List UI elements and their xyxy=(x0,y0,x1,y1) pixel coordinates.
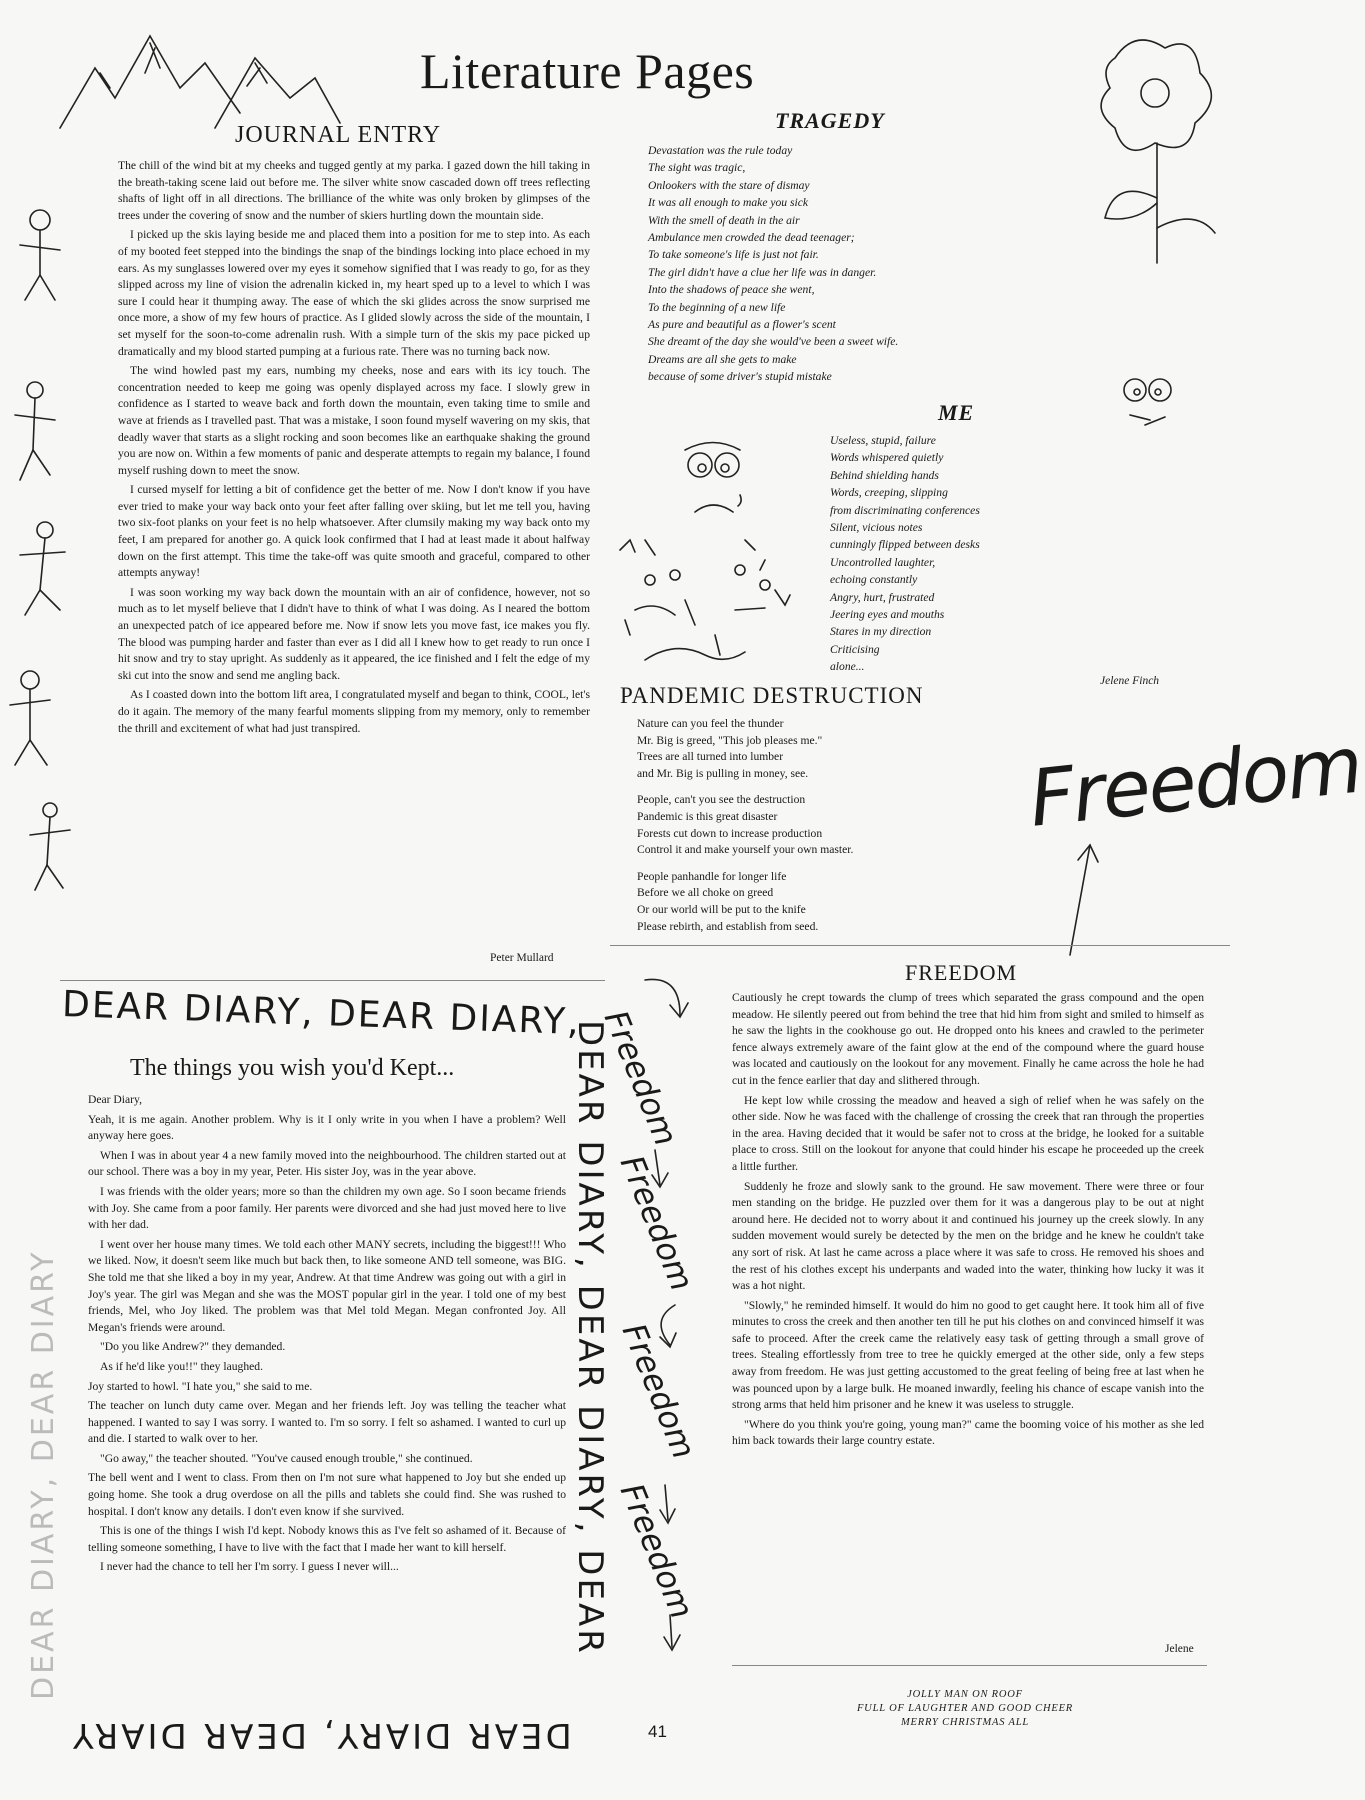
poem-line: because of some driver's stupid mistake xyxy=(648,370,832,384)
stick-figure-doodles-icon xyxy=(5,200,75,900)
freedom-handwritten: Freedom xyxy=(612,1478,702,1624)
freedom-paragraph: He kept low while crossing the meadow and heaved a sigh of relief when he was safely on the other side. Now he was faced with the challenge of crossing the creek that ran through the properties in the area. Having decided that it would be safer not to cross at the bridge, he looked for a suitable place to cross. Still on the lookout for anyone that could hinder his escape he proceeded up the creek a little further. xyxy=(732,1093,1204,1173)
poem-line: Devastation was the rule today xyxy=(648,144,793,157)
tragedy-poem xyxy=(648,142,898,386)
freedom-heading: FREEDOM xyxy=(905,960,1018,985)
footer-line: MERRY CHRISTMAS ALL xyxy=(901,1717,1029,1728)
divider xyxy=(610,945,1230,946)
things-paragraph: Dear Diary, xyxy=(88,1093,142,1106)
page-title: Literature Pages xyxy=(420,43,755,99)
poem-line: Dreams are all she gets to make xyxy=(648,352,797,366)
things-paragraph: "Go away," the teacher shouted. "You've caused enough trouble," she continued. xyxy=(100,1451,473,1465)
me-heading: ME xyxy=(938,400,975,425)
things-paragraph: The teacher on lunch duty came over. Megan and her friends left. Joy was telling the teacher what happened. I wanted to say I was sorry. I wanted to. I'm so sorry. I felt so ashamed. I wanted to curl up and die. I started to walk over to her. xyxy=(88,1399,566,1446)
poem-line: Nature can you feel the thunder xyxy=(637,717,784,730)
poem-line: from discriminating conferences xyxy=(830,503,980,517)
things-paragraph: Joy started to howl. "I hate you," she said to me. xyxy=(88,1379,313,1393)
arrow-up-doodle-icon xyxy=(1050,840,1110,960)
poem-line: alone... xyxy=(830,660,865,674)
poem-line: With the smell of death in the air xyxy=(648,213,800,227)
things-paragraph: I was friends with the older years; more so than the children my own age. So I soon became friends with Joy. She came from a poor family. Her parents were divorced and she had just moved here to live with her dad. xyxy=(88,1184,566,1232)
freedom-paragraph: Suddenly he froze and slowly sank to the ground. He saw movement. There were three or four men standing on the bridge. He puzzled over them for it was a dangerous play to be out at night around here. He decided not to worry about it and continued his journey up the creek slowly. In any sudden movement would surely be detected by the men on the bridge and he knew he couldn't take any sort of risk. At last he came across a place where it was safe to cross. He removed his shoes and the rest of his clothes except his underpants and waded into the water, thinking how lucky it was it was a hot night. xyxy=(732,1179,1204,1293)
journal-paragraph: As I coasted down into the bottom lift area, I congratulated myself and began to think, COOL, let's do it again. The memory of the many fearful moments slipping from my memory, only to remember the thrill and excitement of what had just transpired. xyxy=(118,688,590,735)
eyes-doodle-icon xyxy=(1120,375,1180,435)
poem-line: Onlookers with the stare of dismay xyxy=(648,178,810,192)
poem-line: To the beginning of a new life xyxy=(648,300,786,314)
poem-line: Useless, stupid, failure xyxy=(830,434,936,447)
things-paragraph: I never had the chance to tell her I'm sorry. I guess I never will... xyxy=(100,1560,399,1574)
footer-poem xyxy=(780,1688,1150,1730)
things-paragraph: Yeah, it is me again. Another problem. Why is it I only write in you when I have a problem? Well anyway here goes. xyxy=(88,1112,566,1143)
poem-line: Words, creeping, slipping xyxy=(830,486,948,500)
poem-line: Stares in my direction xyxy=(830,625,932,639)
things-paragraph: "Do you like Andrew?" they demanded. xyxy=(100,1340,286,1354)
poem-line: Mr. Big is greed, "This job pleases me." xyxy=(637,733,823,747)
poem-line: People, can't you see the destruction xyxy=(637,793,806,807)
journal-body xyxy=(118,158,590,740)
freedom-author: Jelene xyxy=(1165,1643,1194,1655)
journal-paragraph: I cursed myself for letting a bit of confidence get the better of me. Now I don't know if you have ever tried to make your way back onto your feet after falling over skiing, but let me tell you, having two six-foot planks on your feet is no help whatsoever. After clumsily making my way back onto my feet, I am prepared for another go. A quick look confirmed that I had at least made it about halfway down on the first attempt. This time the take-off was quite smooth and graceful, compared to other attempts anyway! xyxy=(118,483,590,580)
poem-line: It was all enough to make you sick xyxy=(648,196,809,210)
footer-line: FULL OF LAUGHTER AND GOOD CHEER xyxy=(856,1703,1074,1714)
poem-line: Jeering eyes and mouths xyxy=(830,608,945,622)
sad-faces-doodle-icon xyxy=(615,440,815,670)
freedom-paragraph: "Where do you think you're going, young man?" came the booming voice of his mother as she led him back towards their large country estate. xyxy=(732,1417,1204,1448)
poem-line: Trees are all turned into lumber xyxy=(637,750,784,764)
stanza xyxy=(637,869,853,935)
things-heading: The things you wish you'd Kept... xyxy=(130,1055,455,1081)
freedom-handwritten-large: Freedom xyxy=(1025,720,1365,845)
things-paragraph: When I was in about year 4 a new family moved into the neighbourhood. The children started out at our school. There was a boy in my year, Peter. His sister Joy, was in the year above. xyxy=(88,1148,566,1179)
poem-line: The sight was tragic, xyxy=(648,161,746,175)
me-author: Jelene Finch xyxy=(1100,675,1160,687)
poem-line: The girl didn't have a clue her life was in danger. xyxy=(648,265,877,279)
poem-line: and Mr. Big is pulling in money, see. xyxy=(637,766,809,780)
arrow-down-doodle-icon xyxy=(640,975,730,1655)
freedom-body xyxy=(732,990,1204,1453)
dear-diary-side: DEAR DIARY, DEAR DIARY, DEAR xyxy=(570,1020,610,1656)
poem-line: Criticising xyxy=(830,642,880,656)
journal-paragraph: The chill of the wind bit at my cheeks and tugged gently at my parka. I gazed down the hill taking in the breath-taking scene laid out before me. The silver white snow cascaded down off trees reflecting shafts of light off in all directions. The brilliance of the white was only broken by glimpses of the trees under the covering of snow and the number of skiers hurtling down the mountain side. xyxy=(118,159,590,222)
poem-line: Ambulance men crowded the dead teenager; xyxy=(648,231,855,245)
journal-paragraph: The wind howled past my ears, numbing my cheeks, nose and ears with its icy touch. The concentration needed to keep me going was openly displayed across my face. I slowly grew in confidence as I started to weave back and forth down the mountain, even taking time to smile and wave at friends as I travelled past. That was a mistake, I soon found myself wavering on my skis, that deadly waver that starts as a slight rocking and soon becomes like an earthquake shaking the ground you are now on. Within a few moments of panic and desperate attempts to regain my balance, I found myself rushing down to meet the snow. xyxy=(118,364,590,477)
things-paragraph: The bell went and I went to class. From then on I'm not sure what happened to Joy but she ended up going home. She took a drug overdose on all the pills and tablets she could find. She was rushed to hospital. I don't know any details. I don't even know if she survived. xyxy=(88,1471,566,1518)
divider xyxy=(732,1665,1207,1666)
tragedy-heading: TRAGEDY xyxy=(775,108,885,133)
poem-line: echoing constantly xyxy=(830,573,918,587)
freedom-handwritten: Freedom xyxy=(596,1005,686,1151)
poem-line: To take someone's life is just not fair. xyxy=(648,248,819,262)
dear-diary-top: DEAR DIARY, DEAR DIARY, xyxy=(61,983,582,1044)
flower-doodle-icon xyxy=(1085,28,1235,278)
dear-diary-bottom: DEAR DIARY, DEAR DIARY xyxy=(70,1715,572,1755)
poem-line: She dreamt of the day she would've been a sweet wife. xyxy=(648,335,899,349)
journal-author: Peter Mullard xyxy=(490,952,554,964)
poem-line: Forests cut down to increase production xyxy=(637,826,823,840)
pandemic-poem xyxy=(637,716,853,945)
stanza xyxy=(637,716,853,782)
freedom-paragraph: Cautiously he crept towards the clump of trees which separated the grass compound and the open meadow. He silently peered out from behind the tree that hid him from sight and smiled to himself as he saw the lights in the cookhouse go out. He dropped onto his knees and crawled to the perimeter fence always extremely aware of the faint glow at the end of the compound where the guard house was located and cautiously on the lookout for any movement. Finally he came across the hole he had cut in the fence earlier that day and slithered through. xyxy=(732,991,1204,1087)
journal-paragraph: I picked up the skis laying beside me and placed them into a position for me to step into. As each of my booted feet stepped into the bindings the snap of the bindings locking into place echoed in my ears. As my sunglasses lowered over my eyes it somehow signified that I was ready to go, for as they slipped across my line of vision the adrenalin kicked in, my heart sped up to a level to which I was sure I could hear it thumping away. The ease of which the ski glides across the snow surprised me once more, a show of my few hours of practice. As I glided slowly across the side of the mountain, I set myself for the soon-to-come adrenalin rush. With a simple turn of the skis my pace picked up dramatically and my blood started pumping at a furious rate. There was no turning back now. xyxy=(118,228,590,358)
poem-line: Behind shielding hands xyxy=(830,468,939,482)
poem-line: Please rebirth, and establish from seed. xyxy=(637,919,819,933)
poem-line: Before we all choke on greed xyxy=(637,886,774,900)
poem-line: Or our world will be put to the knife xyxy=(637,902,806,916)
stanza xyxy=(637,792,853,858)
pandemic-heading: PANDEMIC DESTRUCTION xyxy=(620,683,924,708)
things-paragraph: I went over her house many times. We told each other MANY secrets, including the biggest!!! Who we liked. Now, it doesn't seem like much but back then, to like someone AND tell someone, was BIG. She told me that she liked a boy in my year, Andrew. At that time Andrew was going out with a girl in Joy's year. The girl was Megan and she was the MOST popular girl in the year. I told one of my best friends, Mel, who Joy liked. The problem was that Mel told Megan. Megan confronted Joy. All Megan's friends were around. xyxy=(88,1237,566,1334)
journal-paragraph: I was soon working my way back down the mountain with an air of confidence, however, not so much as to let myself believe that I didn't have to think of what I was doing. As I neared the bottom an unexpected patch of ice appeared before me. Now if snow lets you move fast, ice makes you fly. The blood was pumping harder and faster than ever as I did all I knew how to get ready to run once I hit snow and try to stay upright. As suddenly as it appeared, the ice finished and I felt the edge of my ski cut into the snow and send me angling back. xyxy=(118,585,590,682)
things-body xyxy=(88,1092,566,1579)
things-paragraph: As if he'd like you!!" they laughed. xyxy=(100,1359,263,1373)
poem-line: Into the shadows of peace she went, xyxy=(648,283,815,297)
freedom-handwritten: Freedom xyxy=(614,1318,704,1464)
poem-line: Control it and make yourself your own master. xyxy=(637,843,854,857)
poem-line: Angry, hurt, frustrated xyxy=(830,590,935,604)
poem-line: Words whispered quietly xyxy=(830,451,944,465)
freedom-paragraph: "Slowly," he reminded himself. It would do him no good to get caught here. It took him all of five minutes to cross the creek and then another ten till he put his clothes on and convinced himself it was safe to proceed. After the creek came the relatively easy task of getting through a small grove of trees. Stealing effortlessly from tree to tree he quickly emerged at the other side, only a few steps away from freedom. He was just getting accustomed to the great feeling of being free at last when he was pounced upon by a large bulk. He moaned inwardly, feeling his chance of escape vanish into the strong arms that held him prisoner and he knew it was useless to struggle. xyxy=(732,1298,1204,1412)
poem-line: As pure and beautiful as a flower's scent xyxy=(648,318,836,332)
poem-line: People panhandle for longer life xyxy=(637,869,787,883)
poem-line: Silent, vicious notes xyxy=(830,521,923,535)
divider xyxy=(60,980,605,981)
things-paragraph: This is one of the things I wish I'd kept. Nobody knows this as I've felt so ashamed of it. Because of telling someone something, I have to live with the fact that I made her want to kill herself. xyxy=(88,1524,566,1554)
poem-line: Uncontrolled laughter, xyxy=(830,555,936,569)
page-number: 41 xyxy=(648,1722,667,1741)
poem-line: cunningly flipped between desks xyxy=(830,538,980,552)
freedom-handwritten: Freedom xyxy=(612,1150,702,1296)
me-poem xyxy=(830,432,980,676)
dear-diary-left-faint: DEAR DIARY, DEAR DIARY xyxy=(26,1249,61,1700)
poem-line: Pandemic is this great disaster xyxy=(637,809,778,823)
journal-heading: JOURNAL ENTRY xyxy=(235,122,442,148)
footer-line: JOLLY MAN ON ROOF xyxy=(907,1689,1023,1700)
